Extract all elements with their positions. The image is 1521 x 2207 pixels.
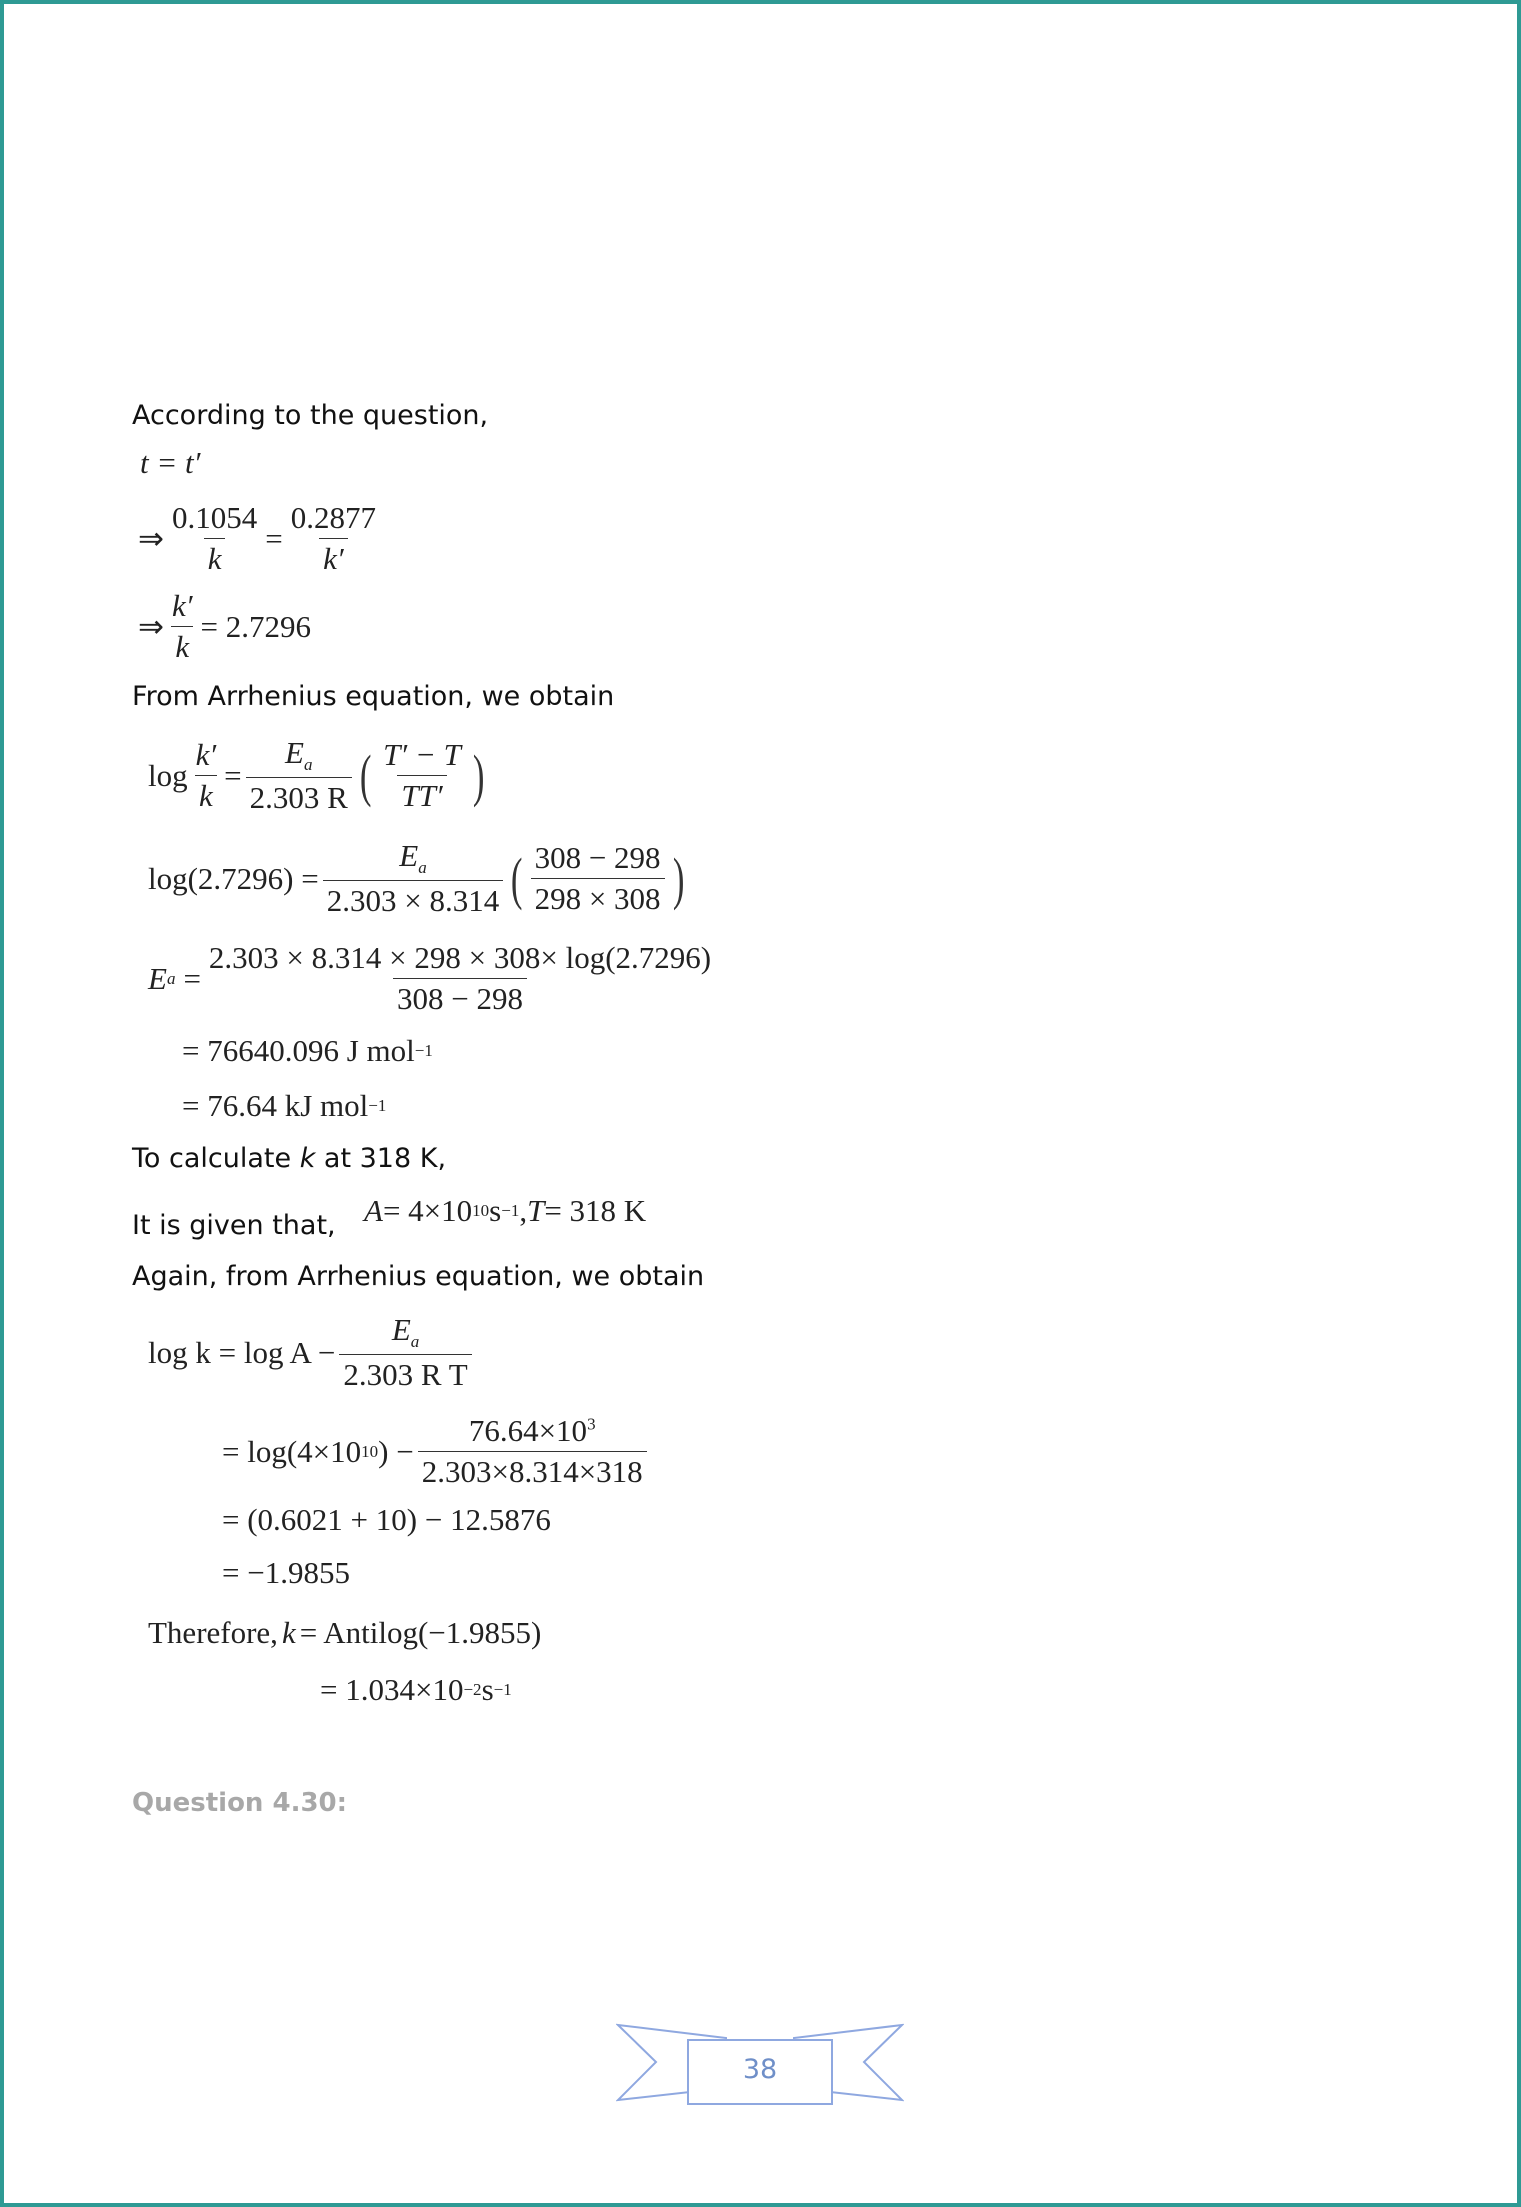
equation-ea-joules [182, 1033, 433, 1069]
text: To calculate [132, 1143, 300, 1174]
fraction [339, 1312, 471, 1393]
numerator: 308 − 298 [534, 840, 661, 876]
equals: = [183, 960, 201, 996]
question-heading: Question 4.30: [132, 1788, 348, 1818]
equation-step-sum [222, 1502, 551, 1538]
text-again: Again, from Arrhenius equation, we obtain [132, 1261, 705, 1292]
page-number: 38 [742, 2054, 778, 2085]
text-to-calculate [132, 1143, 446, 1174]
eq-text: = 1.034×10 [320, 1672, 464, 1707]
subscript: a [418, 858, 427, 878]
implies-arrow: ⇒ [138, 520, 164, 556]
numerator: 2.303 × 8.314 × 298 × 308× log(2.7296) [208, 940, 712, 975]
eq-text: = Antilog(−1.9855) [299, 1615, 542, 1650]
equation-given-values [364, 1193, 646, 1229]
numerator: E [399, 838, 419, 873]
equation-ratio [138, 500, 384, 577]
numerator: E [285, 735, 304, 770]
denominator: 308 − 298 [393, 978, 527, 1017]
denominator: TT′ [397, 775, 446, 814]
superscript: −1 [501, 1201, 520, 1220]
fraction [168, 588, 197, 665]
eq-text: = 2.7296 [200, 608, 312, 644]
equation-therefore [148, 1615, 541, 1651]
numerator: E [391, 1312, 411, 1347]
variable-k: k [281, 1615, 296, 1650]
denominator: 2.303 R [246, 777, 352, 816]
fraction [323, 838, 503, 919]
superscript: 10 [361, 1441, 379, 1461]
page-number-banner [616, 2020, 904, 2110]
implies-arrow: ⇒ [138, 608, 164, 644]
fraction [418, 1413, 647, 1490]
eq-text: = −1.9855 [222, 1555, 350, 1590]
equation-arrhenius-log: log $\frac{k'}{k}$ = $\frac{E_a}{2.303 R}$ ( $\frac{T' - T}{TT'}$ ) [148, 735, 485, 816]
equation-ea [148, 940, 719, 1017]
eq-text: = 4×10 [382, 1193, 473, 1228]
eq-text: t = t′ [140, 445, 201, 480]
eq-text: ) − [378, 1433, 414, 1469]
fraction [192, 737, 221, 814]
denominator: 2.303 × 8.314 [323, 880, 503, 919]
numerator: 76.64×10 [468, 1413, 588, 1448]
eq-text: log(2.7296) = [148, 860, 319, 896]
eq-text: T [527, 1193, 545, 1228]
equation-step-result [222, 1555, 350, 1591]
equals: = [224, 757, 242, 793]
equation-t-equals [140, 445, 200, 481]
eq-text: = (0.6021 + 10) − 12.5876 [222, 1502, 551, 1537]
equals: = [265, 520, 283, 556]
equation-final-k [320, 1672, 512, 1708]
superscript: 3 [587, 1414, 596, 1434]
equation-ea-kilojoules [182, 1088, 386, 1124]
superscript: 10 [472, 1201, 490, 1220]
equation-log-k [148, 1312, 476, 1393]
equation-log-substituted: log(2.7296) = $\frac{E_a}{2.303 \times 8.314}$ ( $\frac{308 - 298}{298 \times 308}$ ) [148, 838, 685, 919]
denominator: k [204, 538, 226, 577]
superscript: −1 [493, 1680, 512, 1699]
numerator: T′ − T [383, 737, 461, 773]
superscript: −1 [368, 1096, 387, 1115]
eq-text: s [489, 1193, 502, 1228]
denominator: 2.303×8.314×318 [418, 1451, 647, 1490]
eq-text: Therefore, [148, 1615, 278, 1650]
equation-log-k-substituted [222, 1413, 651, 1490]
fraction [246, 735, 352, 816]
numerator: 0.1054 [171, 500, 258, 535]
denominator: 298 × 308 [531, 878, 665, 917]
eq-text: E [148, 960, 167, 996]
numerator: k′ [171, 588, 193, 623]
eq-text: = 318 K [544, 1193, 647, 1228]
equation-k-ratio [138, 588, 311, 665]
eq-text: = log(4×10 [222, 1433, 362, 1469]
eq-text: = 76.64 kJ mol [182, 1088, 369, 1123]
text-from-arrhenius: From Arrhenius equation, we obtain [132, 681, 615, 712]
text: at 318 K, [315, 1143, 447, 1174]
eq-text: , [519, 1193, 528, 1228]
fraction [379, 737, 465, 814]
superscript: −1 [414, 1041, 433, 1060]
denominator: k [171, 626, 193, 665]
eq-text: log k = log A − [148, 1334, 336, 1370]
eq-text: A [364, 1193, 383, 1228]
numerator: 0.2877 [290, 500, 376, 535]
subscript: a [166, 968, 176, 988]
denominator: 2.303 R T [339, 1354, 471, 1393]
text-given: It is given that, [132, 1210, 336, 1241]
fraction [287, 500, 380, 577]
fraction [205, 940, 715, 1017]
superscript: −2 [463, 1680, 482, 1699]
subscript: a [303, 755, 313, 775]
denominator: k′ [319, 538, 348, 577]
eq-text: log [148, 757, 188, 793]
eq-text: s [481, 1672, 494, 1707]
subscript: a [410, 1332, 420, 1352]
denominator: k [195, 775, 217, 814]
fraction [531, 840, 665, 917]
eq-text: = 76640.096 J mol [182, 1033, 415, 1068]
variable-k: k [299, 1143, 316, 1174]
numerator: k′ [195, 737, 217, 773]
text-according: According to the question, [132, 400, 489, 431]
fraction [168, 500, 261, 577]
